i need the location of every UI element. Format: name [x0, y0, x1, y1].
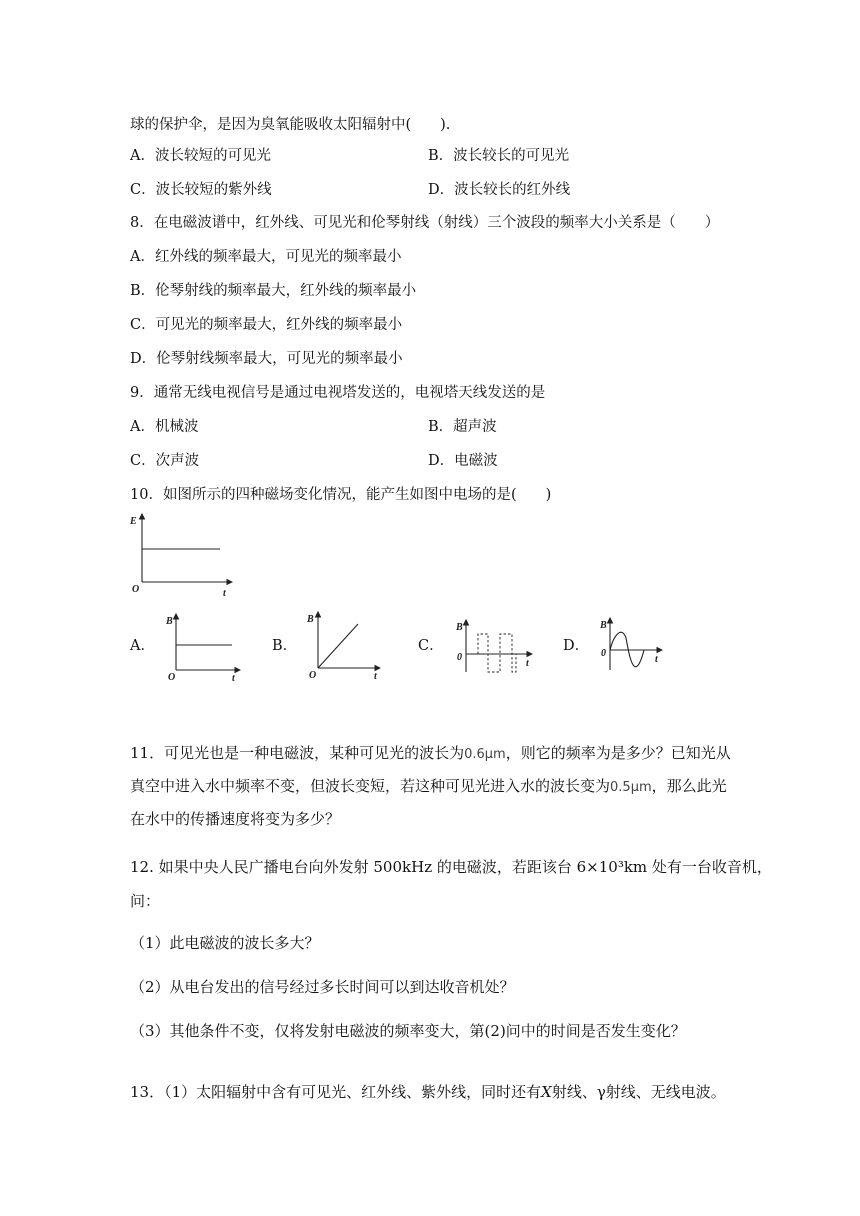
q10-option-b-graph [304, 606, 384, 682]
option-d-y-label: B [600, 620, 607, 631]
q8-stem: 8．在电磁波谱中，红外线、可见光和伦琴射线（射线）三个波段的频率大小关系是（ ） [130, 215, 720, 231]
q11-wavelength-value-1: 0.6μm [464, 747, 506, 762]
q10-option-c-label: C． [418, 638, 444, 654]
option-a-origin: O [168, 672, 176, 683]
q10-option-a-label: A． [130, 638, 155, 654]
q7-option-b: B．波长较长的可见光 [428, 148, 570, 164]
q11-line-1-text-a: 11．可见光也是一种电磁波，某种可见光的波长为 [130, 744, 465, 762]
option-d-origin: 0 [601, 648, 606, 659]
q10-option-c-graph [454, 614, 538, 676]
q7-option-a: A．波长较短的可见光 [130, 148, 271, 164]
q9-stem: 9．通常无线电视信号是通过电视塔发送的，电视塔天线发送的是 [130, 385, 546, 401]
q8-option-a: A．红外线的频率最大，可见光的频率最小 [130, 249, 402, 265]
q8-option-b: B．伦琴射线的频率最大，红外线的频率最小 [130, 283, 417, 299]
q10-stem: 10．如图所示的四种磁场变化情况，能产生如图中电场的是( ) [130, 487, 552, 503]
q11-line-1 [130, 743, 731, 765]
option-c-square-wave [478, 634, 516, 672]
q7-stem-tail: 球的保护伞，是因为臭氧能吸收太阳辐射中( ). [130, 117, 451, 133]
option-a-y-label: B [166, 616, 173, 627]
option-b-rising-line [318, 624, 358, 668]
main-graph-x-label: t [223, 588, 226, 598]
q10-option-d-graph [598, 612, 668, 674]
option-d-x-label: t [655, 654, 658, 665]
q8-option-c: C．可见光的频率最大，红外线的频率最小 [130, 317, 403, 333]
option-c-x-label: t [526, 658, 529, 669]
option-a-x-label: t [232, 673, 235, 684]
q11-line-3: 在水中的传播速度将变为多少？ [130, 810, 341, 828]
q8-option-d: D．伦琴射线频率最大，可见光的频率最小 [130, 351, 403, 367]
q11-line-2-text-b: ，那么此光 [651, 777, 727, 795]
q13-text-b: 射线、γ射线、无线电波。 [551, 1083, 726, 1101]
q10-option-a-graph [164, 608, 244, 684]
q13-x-symbol: X [541, 1083, 552, 1101]
main-graph-origin: O [132, 584, 140, 595]
q9-option-b: B．超声波 [428, 419, 497, 435]
option-b-x-label: t [374, 671, 377, 682]
q12-sub-2: （2）从电台发出的信号经过多长时间可以到达收音机处？ [130, 978, 515, 996]
q10-option-b-label: B． [272, 638, 298, 654]
q7-option-c: C．波长较短的紫外线 [130, 182, 272, 198]
q7-option-d: D．波长较长的红外线 [428, 182, 571, 198]
q12-sub-1: （1）此电磁波的波长多大？ [130, 934, 320, 952]
q9-option-d: D．电磁波 [428, 453, 498, 469]
q13-line-1 [130, 1082, 726, 1102]
option-c-y-label: B [456, 622, 463, 633]
q11-line-2-text-a: 真空中进入水中频率不变，但波长变短，若这种可见光进入水的波长变为 [130, 777, 611, 795]
q10-main-graph [128, 508, 238, 598]
q12-line-2: 问： [130, 892, 161, 910]
q12-line-1: 12. 如果中央人民广播电台向外发射 500kHz 的电磁波，若距该台 6×10³km 处有一台收音机， [130, 858, 772, 876]
q11-wavelength-value-2: 0.5μm [610, 780, 652, 795]
option-b-y-label: B [307, 614, 314, 625]
q11-line-2 [130, 776, 727, 798]
option-c-origin: 0 [457, 652, 462, 663]
main-graph-y-label: E [130, 516, 137, 527]
q11-line-1-text-b: ，则它的频率为是多少？已知光从 [505, 744, 731, 762]
q13-text-a: 13．（1）太阳辐射中含有可见光、红外线、紫外线，同时还有 [130, 1083, 542, 1101]
q12-sub-3: （3）其他条件不变，仅将发射电磁波的频率变大，第(2)问中的时间是否发生变化？ [130, 1022, 686, 1040]
option-b-origin: O [309, 670, 317, 681]
q9-option-c: C．次声波 [130, 453, 200, 469]
q10-option-d-label: D． [563, 638, 590, 654]
q9-option-a: A．机械波 [130, 419, 199, 435]
